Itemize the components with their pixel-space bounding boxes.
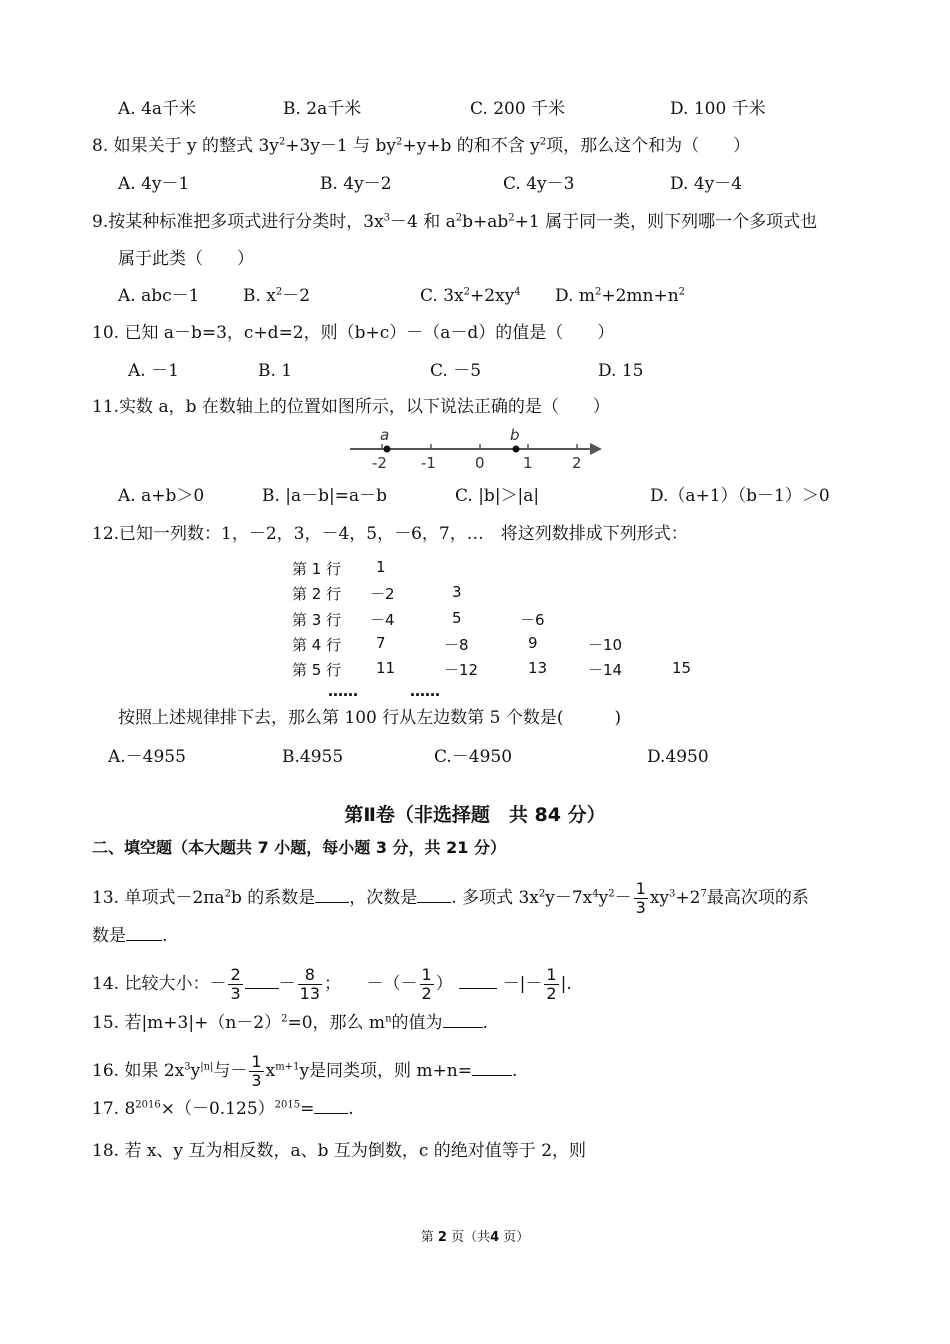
q12-question: 按照上述规律排下去，那么第 100 行从左边数第 5 个数是( )	[118, 708, 622, 728]
tick-label-0: 0	[475, 454, 485, 472]
table-cell: －12	[444, 661, 479, 679]
table-cell: 1	[376, 558, 386, 576]
answer-blank	[459, 972, 497, 989]
answer-blank	[314, 1097, 348, 1114]
q9-option-b: B. $x^2-2$	[243, 286, 311, 306]
q9-stem-line2: 属于此类（ ）	[118, 249, 254, 269]
row-label: 第 5 行	[292, 661, 342, 679]
q7-option-c: C. 200 千米	[470, 99, 566, 119]
answer-blank	[126, 924, 162, 941]
q12-option-c: C.－4950	[434, 747, 513, 767]
q13-line2: 数是 .	[92, 926, 168, 946]
table-cell: 9	[528, 634, 538, 652]
q16-stem: 16. 如果 $2x^3y^{|n|}$与－ $\frac{1}{3}$ $x^{m+1}y$是同类项，则 m+n= .	[92, 1052, 518, 1090]
q9-option-a: A. abc－1	[118, 286, 200, 306]
q8-option-a: A. 4y－1	[118, 174, 190, 194]
q9-stem-line1: 9.按某种标准把多项式进行分类时，$3x^3-4$ 和 $a^2b+ab^2+1$ 属于同一类，则下列哪一个多项式也	[92, 212, 818, 232]
point-b	[513, 446, 520, 453]
q11-option-d: D.（a+1）（b－1）＞0	[650, 486, 830, 506]
number-line	[340, 424, 610, 472]
table-cell: －10	[588, 636, 623, 654]
q11-option-c: C. |b|＞|a|	[455, 486, 540, 506]
q13-line1: 13. 单项式$-2\pi a^2b$ 的系数是 ，次数是 . 多项式 $3x^2y-7x^4y^2-$ $\frac{1}{3}$ $xy^3+2^7$最高次项的系	[92, 879, 809, 917]
answer-blank	[472, 1059, 512, 1076]
row-label: 第 1 行	[292, 560, 342, 578]
fraction: $\frac{2}{3}$	[230, 965, 241, 1003]
q9-option-d: D. $m^2+2mn+n^2$	[555, 286, 686, 306]
q8-stem: 8. 如果关于 y 的整式 $3y^2+3y-1$ 与 $by^2+y+b$ 的和不含 $y^2$项，那么这个和为（ ）	[92, 136, 751, 156]
q10-option-d: D. 15	[598, 361, 644, 381]
table-cell: 15	[672, 659, 692, 677]
section-title: 第Ⅱ卷（非选择题 共 84 分）	[344, 804, 606, 826]
section-heading: 二、填空题（本大题共 7 小题，每小题 3 分，共 21 分）	[92, 838, 506, 857]
q8-option-c: C. 4y－3	[503, 174, 575, 194]
table-cell: 3	[452, 583, 462, 601]
table-cell: －8	[444, 636, 469, 654]
row-label: 第 4 行	[292, 636, 342, 654]
q15-stem: 15. 若$|m+3|+(n-2)^2=0$，那么 $m^n$的值为 .	[92, 1013, 488, 1033]
q12-option-b: B.4955	[282, 747, 344, 767]
q12-option-a: A.－4955	[108, 747, 186, 767]
q7-option-d: D. 100 千米	[670, 99, 766, 119]
q10-option-b: B. 1	[258, 361, 293, 381]
point-a	[384, 446, 391, 453]
answer-blank	[443, 1011, 483, 1028]
tick-label-1: 1	[523, 454, 533, 472]
q10-option-c: C. －5	[430, 361, 482, 381]
q12-stem: 12.已知一列数：1，－2，3，－4，5，－6，7，… 将这列数排成下列形式：	[92, 524, 688, 544]
q17-stem: 17. $8^{2016}\times(-0.125)^{2015}=$ .	[92, 1099, 354, 1119]
fraction: $\frac{1}{2}$	[421, 965, 432, 1003]
fraction: $\frac{1}{3}$	[251, 1052, 262, 1090]
q10-option-a: A. －1	[128, 361, 179, 381]
page-footer: 第 2 页（共4 页）	[420, 1230, 530, 1245]
table-cell: －14	[588, 661, 623, 679]
tick-label-neg1: -1	[421, 454, 436, 472]
q12-number-table	[292, 558, 712, 698]
point-b-label: b	[510, 426, 520, 444]
point-a-label: a	[380, 426, 390, 444]
fraction: $\frac{8}{13}$	[299, 965, 320, 1003]
table-cell: －4	[370, 611, 395, 629]
q10-stem: 10. 已知 a－b=3，c+d=2，则（b+c）－（a－d）的值是（ ）	[92, 323, 615, 343]
q18-stem: 18. 若 x、y 互为相反数，a、b 互为倒数，c 的绝对值等于 2，则	[92, 1141, 587, 1161]
row-label: 第 3 行	[292, 611, 342, 629]
q14-stem: 14. 比较大小：－ $\frac{2}{3}$ － $\frac{8}{13}$ ； －（－ $\frac{1}{2}$ ） －|－ $\frac{1}{2}$ |.	[92, 965, 572, 1003]
table-cell: 11	[376, 659, 396, 677]
q7-option-b: B. 2a千米	[283, 99, 362, 119]
answer-blank	[417, 886, 451, 903]
answer-blank	[315, 886, 349, 903]
table-cell: －6	[520, 611, 545, 629]
tick-label-2: 2	[572, 454, 582, 472]
tick-label-neg2: -2	[372, 454, 387, 472]
table-cell: 5	[452, 609, 462, 627]
q12-option-d: D.4950	[647, 747, 709, 767]
answer-blank	[245, 972, 279, 989]
row-label: 第 2 行	[292, 585, 342, 603]
q9-option-c: C. $3x^2+2xy^4$	[420, 286, 521, 306]
table-cell: 7	[376, 634, 386, 652]
q11-option-b: B. |a－b|=a－b	[262, 486, 388, 506]
q8-option-b: B. 4y－2	[320, 174, 392, 194]
q11-option-a: A. a+b＞0	[118, 486, 205, 506]
q8-option-d: D. 4y－4	[670, 174, 743, 194]
fraction: $\frac{1}{3}$	[635, 879, 646, 917]
q7-option-a: A. 4a千米	[118, 99, 197, 119]
fraction: $\frac{1}{2}$	[546, 965, 557, 1003]
table-cell: 13	[528, 659, 548, 677]
ellipsis: ……	[328, 682, 358, 700]
q11-stem: 11.实数 a，b 在数轴上的位置如图所示，以下说法正确的是（ ）	[92, 397, 610, 417]
table-cell: －2	[370, 585, 395, 603]
ellipsis: ……	[410, 682, 440, 700]
